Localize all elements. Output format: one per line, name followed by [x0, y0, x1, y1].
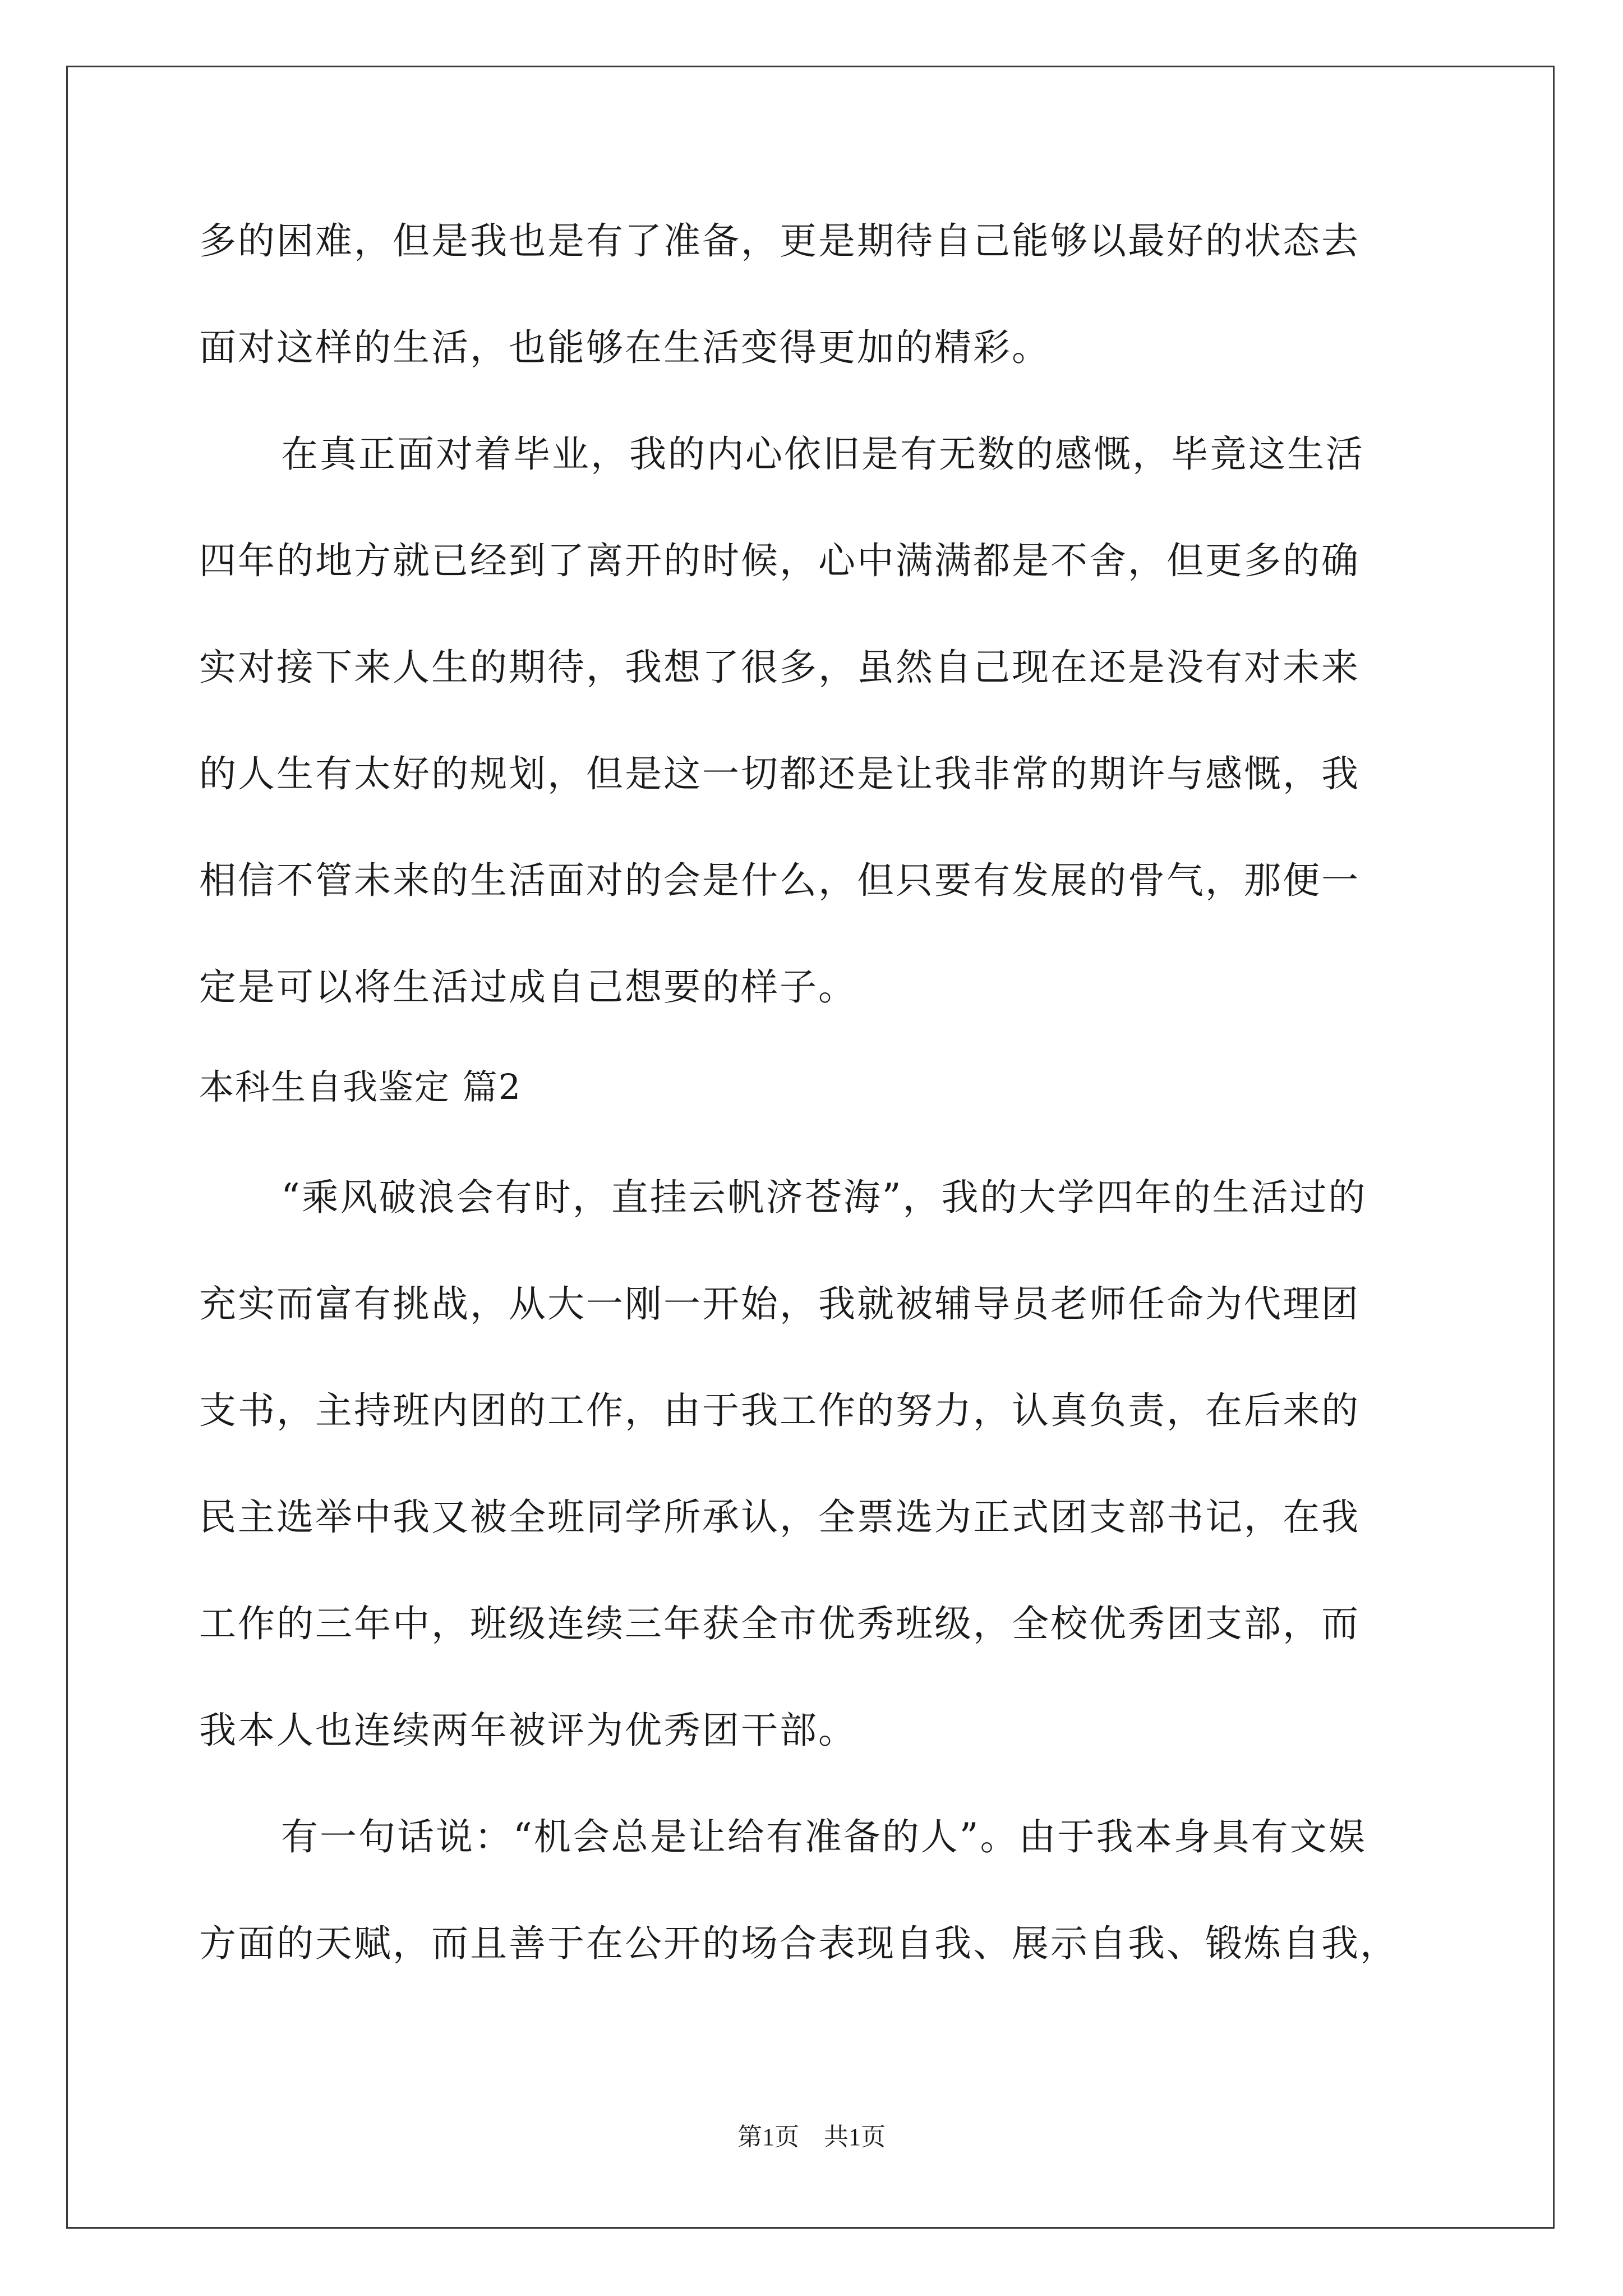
paragraph-line: 民主选举中我又被全班同学所承认，全票选为正式团支部书记，在我 [199, 1496, 1360, 1539]
section-heading: 本科生自我鉴定 篇2 [199, 1066, 522, 1107]
page-footer: 第1页 共1页 [737, 2123, 886, 2151]
paragraph-line: 相信不管未来的生活面对的会是什么，但只要有发展的骨气，那便一 [199, 859, 1360, 902]
paragraph-line: 方面的天赋，而且善于在公开的场合表现自我、展示自我、锻炼自我， [199, 1922, 1399, 1965]
paragraph-line: “乘风破浪会有时，直挂云帆济苍海”，我的大学四年的生活过的 [281, 1176, 1367, 1219]
paragraph-line: 面对这样的生活，也能够在生活变得更加的精彩。 [199, 326, 1050, 369]
paragraph-line: 有一句话说：“机会总是让给有准备的人”。由于我本身具有文娱 [281, 1815, 1367, 1858]
paragraph-line: 我本人也连续两年被评为优秀团干部。 [199, 1709, 857, 1752]
paragraph-line: 多的困难，但是我也是有了准备，更是期待自己能够以最好的状态去 [199, 219, 1360, 263]
paragraph-line: 四年的地方就已经到了离开的时候，心中满满都是不舍，但更多的确 [199, 539, 1360, 582]
paragraph-line: 实对接下来人生的期待，我想了很多，虽然自己现在还是没有对未来 [199, 646, 1360, 689]
paragraph-line: 工作的三年中，班级连续三年获全市优秀班级，全校优秀团支部，而 [199, 1602, 1360, 1645]
page-border [66, 66, 1555, 2229]
paragraph-line: 定是可以将生活过成自己想要的样子。 [199, 965, 857, 1009]
paragraph-line: 在真正面对着毕业，我的内心依旧是有无数的感慨，毕竟这生活 [281, 432, 1364, 476]
paragraph-line: 充实而富有挑战，从大一刚一开始，我就被辅导员老师任命为代理团 [199, 1282, 1360, 1326]
paragraph-line: 的人生有太好的规划，但是这一切都还是让我非常的期许与感慨，我 [199, 752, 1360, 795]
paragraph-line: 支书，主持班内团的工作，由于我工作的努力，认真负责，在后来的 [199, 1389, 1360, 1432]
